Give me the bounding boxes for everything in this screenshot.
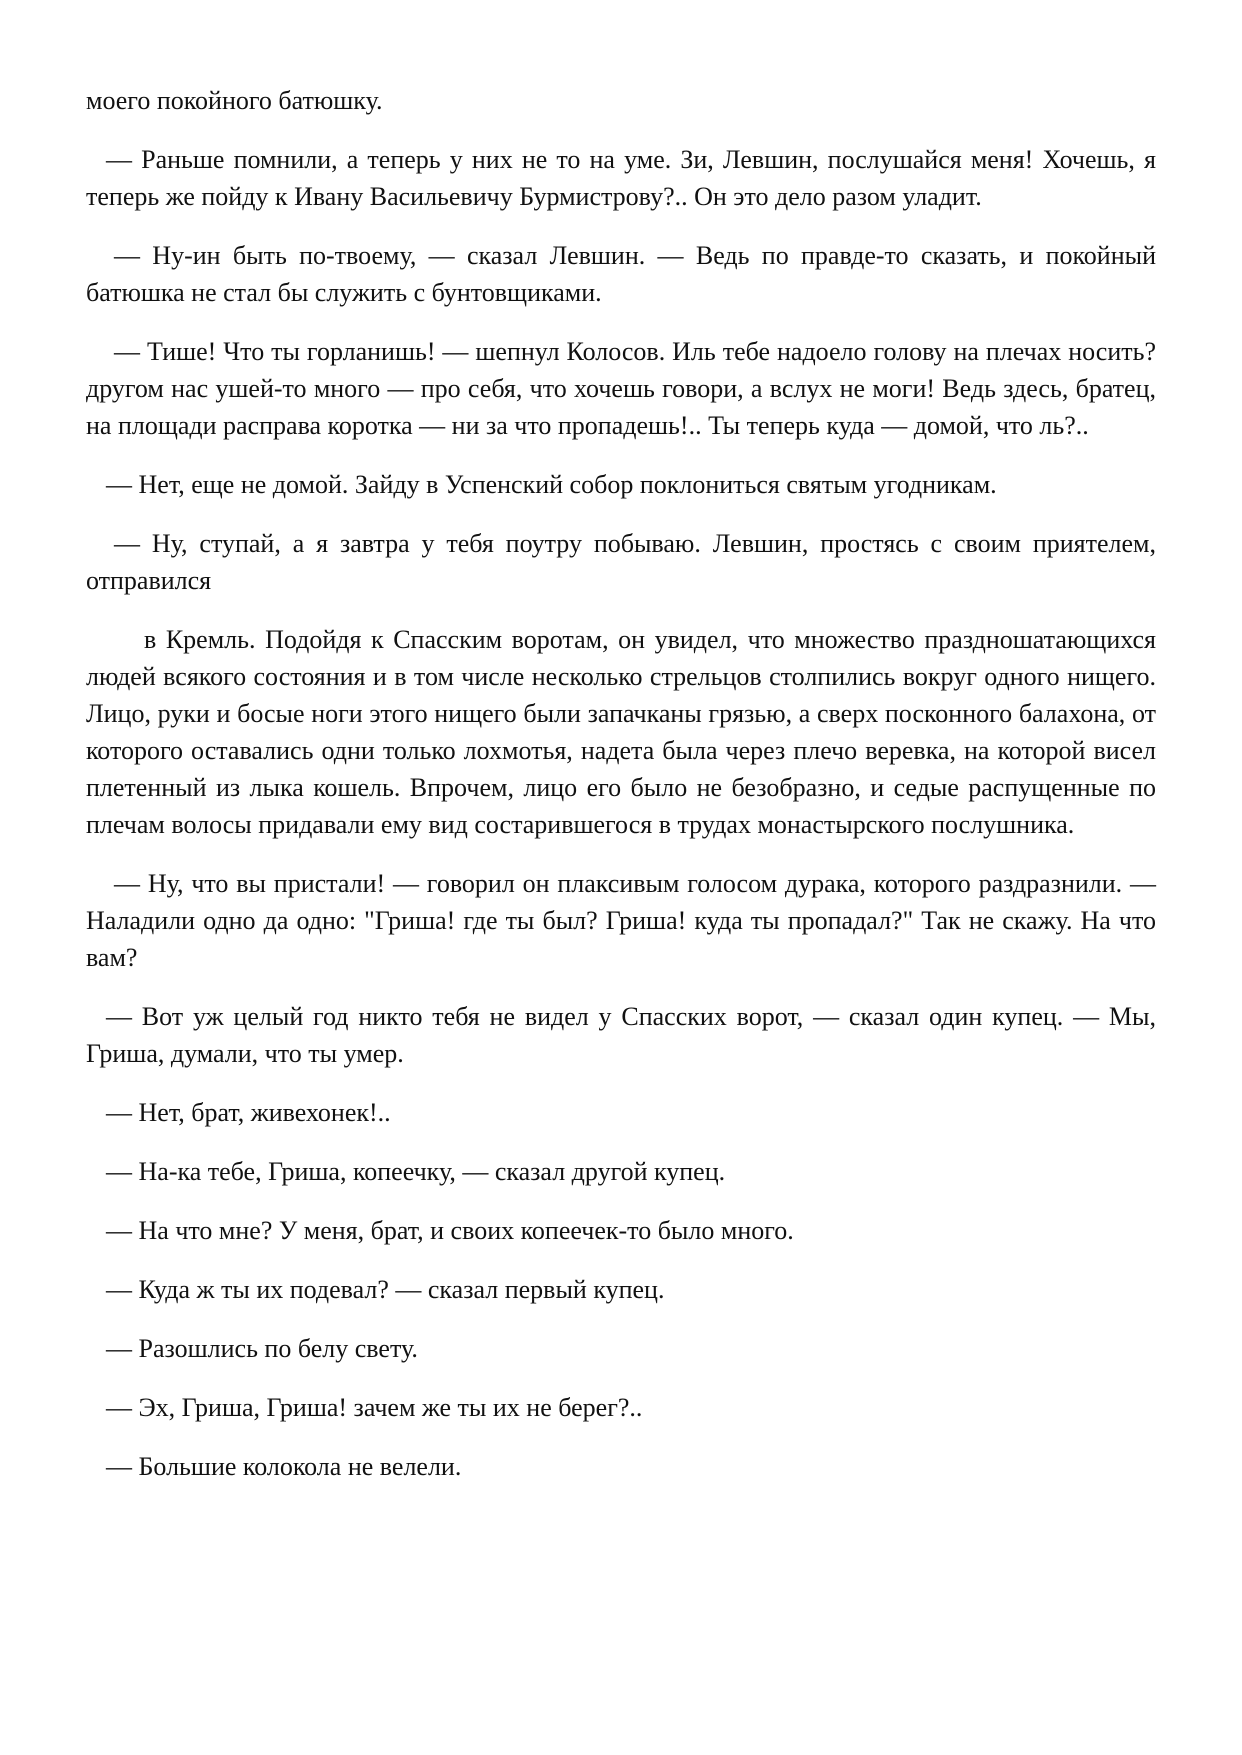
body-text <box>86 82 1156 1507</box>
paragraph: моего покойного батюшку. <box>86 86 383 115</box>
paragraph: — Нет, еще не домой. Зайду в Успенский собор поклониться святым угодникам. <box>106 470 997 499</box>
paragraph: — Нет, брат, живехонек!.. <box>106 1098 391 1127</box>
paragraph: — Раньше помнили, а теперь у них не то на уме. Зи, Левшин, послушайся меня! Хочешь, я теперь же пойду к Ивану Васильевичу Бурмистрову?.. Он это дело разом уладит. <box>86 145 1156 211</box>
paragraph: — Куда ж ты их подевал? — сказал первый купец. <box>106 1275 665 1304</box>
paragraph: — Ну-ин быть по-твоему, — сказал Левшин. — Ведь по правде-то сказать, и покойный батюшка не стал бы служить с бунтовщиками. <box>86 241 1156 307</box>
paragraph: — Вот уж целый год никто тебя не видел у Спасских ворот, — сказал один купец. — Мы, Гриша, думали, что ты умер. <box>86 1002 1156 1068</box>
paragraph: в Кремль. Подойдя к Спасским воротам, он увидел, что множество праздношатающихся людей всякого состояния и в том числе несколько стрельцов столпились вокруг одного нищего. Лицо, руки и босые ноги этого нищего были запачканы грязью, а сверх посконного балахона, от которого оставались одни только лохмотья, надета была через плечо веревка, на которой висел плетенный из лыка кошель. Впрочем, лицо его было не безобразно, и седые распущенные по плечам волосы придавали ему вид состарившегося в трудах монастырского послушника. <box>86 625 1156 839</box>
paragraph: — Разошлись по белу свету. <box>106 1334 418 1363</box>
paragraph: — Тише! Что ты горланишь! — шепнул Колосов. Иль тебе надоело голову на плечах носить? другом нас ушей-то много — про себя, что хочешь говори, а вслух не моги! Ведь здесь, братец, на площади расправа коротка — ни за что пропадешь!.. Ты теперь куда — домой, что ль?.. <box>86 337 1156 440</box>
paragraph: — На что мне? У меня, брат, и своих копеечек-то было много. <box>106 1216 794 1245</box>
paragraph: — На-ка тебе, Гриша, копеечку, — сказал другой купец. <box>106 1157 726 1186</box>
paragraph: — Большие колокола не велели. <box>106 1452 462 1481</box>
paragraph: — Ну, ступай, а я завтра у тебя поутру побываю. Левшин, простясь с своим приятелем, отправился <box>86 529 1156 595</box>
paragraph: — Ну, что вы пристали! — говорил он плаксивым голосом дурака, которого раздразнили. — Наладили одно да одно: "Гриша! где ты был? Гриша! куда ты пропадал?" Так не скажу. На что вам? <box>86 869 1156 972</box>
paragraph: — Эх, Гриша, Гриша! зачем же ты их не берег?.. <box>106 1393 643 1422</box>
